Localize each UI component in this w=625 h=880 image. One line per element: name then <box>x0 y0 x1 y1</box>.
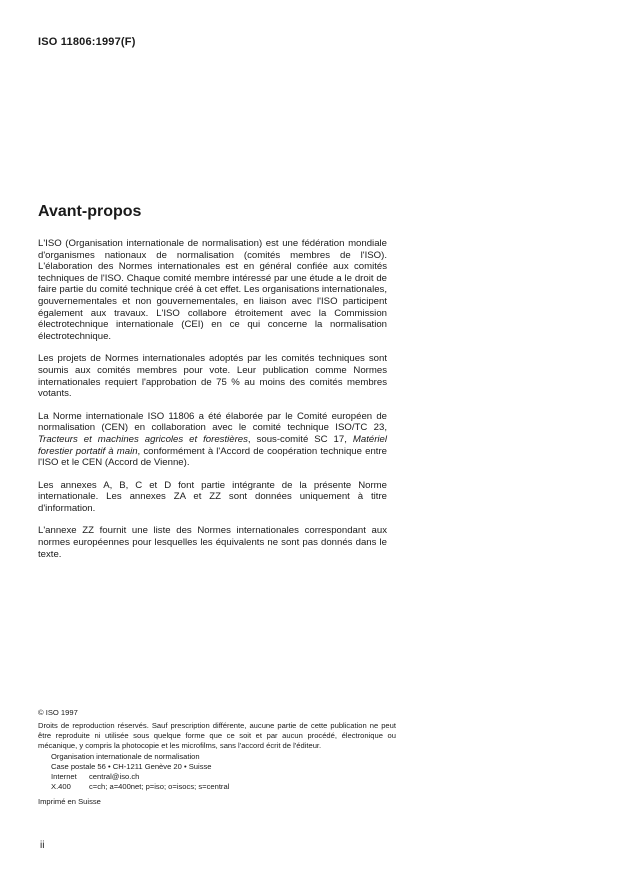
x400-row <box>51 782 396 792</box>
internet-row <box>51 772 396 782</box>
elaboration-text-2: , sous-comité SC 17, <box>247 433 347 445</box>
section-title: Avant-propos <box>38 203 142 220</box>
elaboration-text-1: La Norme internationale ISO 11806 a été élaborée par le Comité européen de normalisation (CEN) en collaboration avec le comité technique ISO/TC 23, <box>38 410 387 434</box>
subcommittee-title-italic: Matériel forestier portatif à main <box>38 433 388 457</box>
committee-title-italic: Tracteurs et machines agricoles et forestières <box>38 433 248 445</box>
paragraph-iso-intro: L'ISO (Organisation internationale de normalisation) est une fédération mondiale d'organismes nationaux de normalisation (comités membres de l'ISO). L'élaboration des Normes internationales est en général confiée aux comités techniques de l'ISO. Chaque comité membre intéressé par une étude a le droit de faire partie du comité technique créé à cet effet. Les organisations internationales, gouvernementales et non gouvernementales, en liaison avec l'ISO participent également aux travaux. L'ISO collabore étroitement avec la Commission électrotechnique internationale (CEI) en ce qui concerne la normalisation électrotechnique. <box>38 238 387 342</box>
org-name: Organisation internationale de normalisation <box>51 752 200 761</box>
printed-in: Imprimé en Suisse <box>38 797 101 806</box>
document-id-header: ISO 11806:1997(F) <box>38 36 136 48</box>
internet-value: central@iso.ch <box>89 772 140 781</box>
paragraph-annex-zz: L'annexe ZZ fournit une liste des Normes internationales correspondant aux normes européennes pour lesquelles les équivalents ne sont pas donnés dans le texte. <box>38 525 387 560</box>
paragraph-annexes: Les annexes A, B, C et D font partie intégrante de la présente Norme internationale. Les annexes ZA et ZZ sont données uniquement à titre d'information. <box>38 479 387 514</box>
copyright-notice: © ISO 1997 <box>38 708 78 717</box>
postal-address: Case postale 56 • CH-1211 Genève 20 • Suisse <box>51 762 212 771</box>
paragraph-voting: Les projets de Normes internationales adoptés par les comités techniques sont soumis aux comités membres pour vote. Leur publication comme Normes internationales requiert l'approbation de 75 % au moins des comités membres votants. <box>38 353 387 400</box>
publisher-address <box>51 752 396 792</box>
page-number: ii <box>40 840 45 851</box>
x400-label: X.400 <box>51 782 71 791</box>
paragraph-elaboration <box>38 411 387 469</box>
elaboration-text-3: , conformément à l'Accord de coopération technique entre l'ISO et le CEN (Accord de Vienne). <box>38 445 387 469</box>
rights-statement: Droits de reproduction réservés. Sauf prescription différente, aucune partie de cette publication ne peut être reproduite ni utilisée sous quelque forme que ce soit et par aucun procédé, électronique ou mécanique, y compris la photocopie et les microfilms, sans l'accord écrit de l'éditeur. <box>38 721 396 750</box>
foreword-body <box>38 238 387 571</box>
internet-label: Internet <box>51 772 77 781</box>
copyright-block <box>38 708 396 807</box>
x400-value: c=ch; a=400net; p=iso; o=isocs; s=central <box>89 782 230 791</box>
